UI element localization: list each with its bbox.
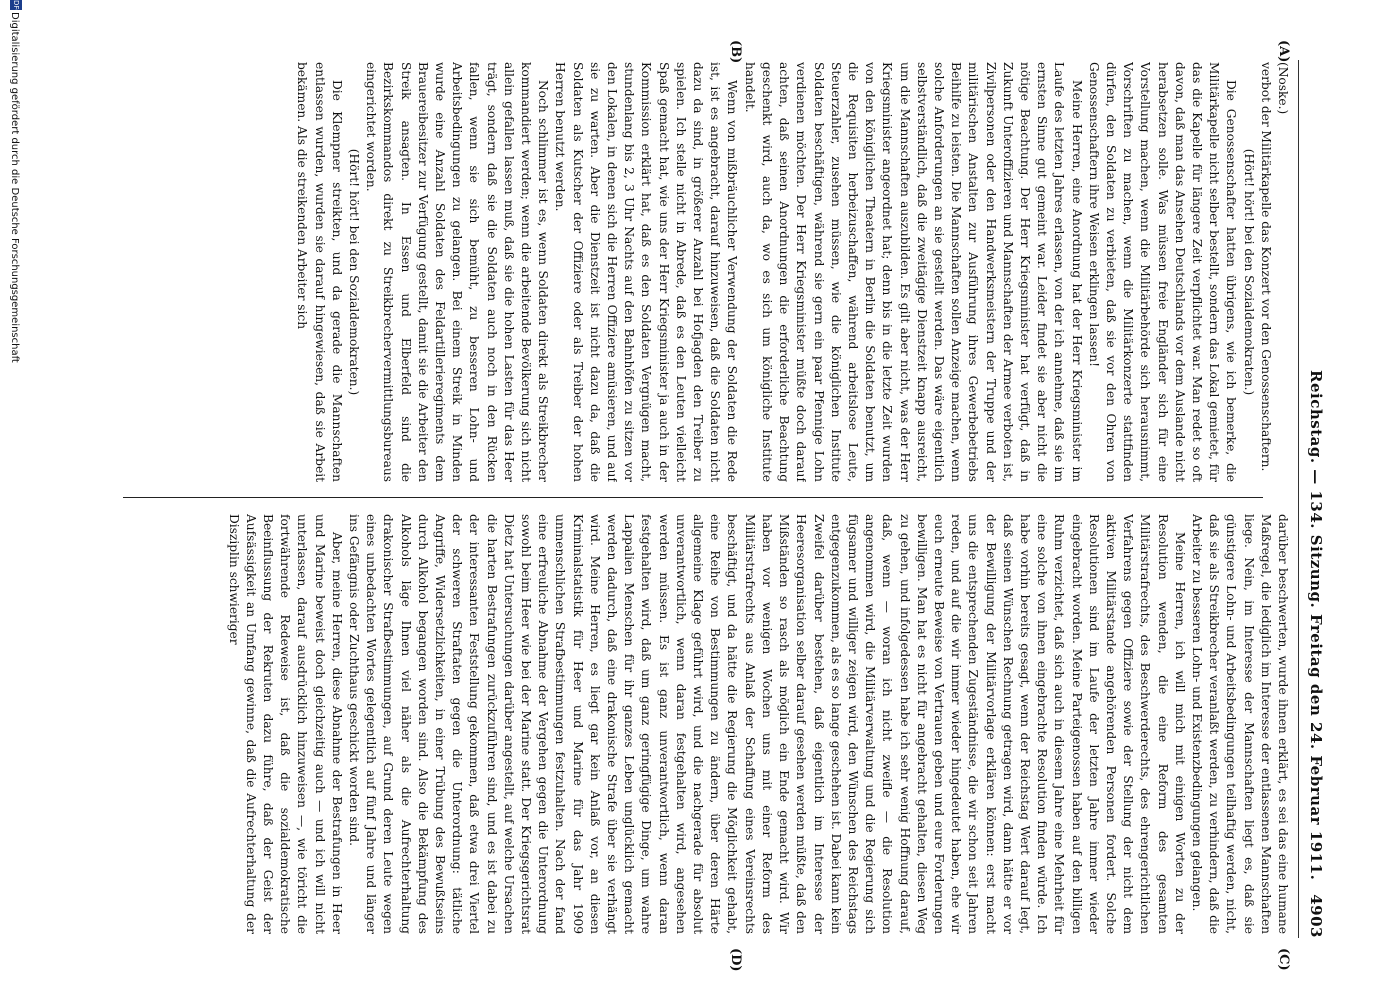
- paragraph: Die Klempner streikten, und da gerade die Mannschaften entlassen wurden, wurden sie darauf hingewiesen, daß sie Arbeit bekämen. Als die streikenden Arbeiter sich: [295, 62, 344, 482]
- paragraph: Noch schlimmer ist es, wenn Soldaten direkt als Streikbrecher kommandiert werden; wenn die arbeitende Bevölkerung sich nicht allein gefallen lassen muß, daß sie die hohen Lasten für das Heer trägt, sondern daß sie die Soldaten auch noch in den Rücken fallen, wenn sie sich bemüht, zu besseren Lohn- und Arbeitsbedingungen zu gelangen. Bei einem Streik in Minden wurde eine Anzahl Soldaten des Feldartillerieregiments dem Brauereibesitzer zur Verfügung gestellt, damit sie die Arbeiter den Streik ansagten. In Essen und Elberfeld sind die Bezirkskommandos direkt zu Streikbrechervermittlungsbureaus eingerichtet worden.: [364, 62, 551, 482]
- paragraph: (Noske.): [1276, 62, 1290, 115]
- paragraph: Meine Herren, ich will mich mit einigen Worten zu der Resolution wenden, die eine Reform des gesamten Militärstrafrechts, des Beschwerderechts, des ehrengerichtlichen Verfahrens gegen Offiziere sowie der Stellung der nicht dem aktiven Militärstande angehörenden Personen fordert. Solche Resolutionen sind im Laufe der letzten Jahre immer wieder eingebracht worden. Meine Parteigenossen haben auf den billigen Ruhm verzichtet, daß sich auch in diesem Jahre eine Mehrheit für eine solche von ihnen eingebrachte Resolution finden würde. Ich habe vorhin bereits gesagt, wenn der Reichstag Wert darauf legt, daß seinen Wünschen Rechnung getragen wird, dann hätte er vor der Bewilligung der Militärvorlage erklären können: erst macht uns die entsprechenden Zugeständnisse, die wir schon seit Jahren reden, und auf die wir immer wieder hingedeutet haben, ehe wir euch erneute Beweise von Vertrauen geben und eure Forderungen bewilligen. Man hat es nicht für angebracht gehalten, diesen Weg zu gehen, und infolgedessen habe ich sehr wenig Hoffnung darauf, daß, wenn — woran ich nicht zweifle — die Resolution angenommen wird, die Militärverwaltung und die Regierung sich fügsamer und williger zeigen wird, den Wünschen des Reichstags entgegenzukommen, als es so lange geschehen ist. Dabei kann kein Zweifel darüber bestehen, daß eigentlich im Interesse der Heeresorganisation selber darauf gesehen werden müßte, daß den Mißständen so rasch als möglich ein Ende gemacht wird. Wir haben vor wenigen Wochen uns mit einer Reform des Militärstrafrechts aus Anlaß der Schaffung eines Vereinsrechts beschäftigt, und da hätte die Regierung die Möglichkeit gehabt, eine Reihe von Bestimmungen zu ändern, über deren Härte allgemeine Klage geführt wird, und die nachgerade für absolut unverantwortlich, wenn daran festgehalten wird, angesehen werden müssen. Es ist ganz unverantwortlich, wenn daran festgehalten wird, daß um ganz geringfügige Dinge, um wahre Lappalien Menschen für ihr ganzes Leben unglücklich gemacht werden dadurch, daß eine drakonische Strafe über sie verhängt wird. Meine Herren, es liegt gar kein Anlaß vor, an diesen Kriminalstatistik für Heer und Marine für das Jahr 1909 unmenschlichen Strafbestimmungen festzuhalten. Nach der fand eine erfreuliche Abnahme der Vergehen gegen die Unterordnung sowohl beim Heer wie bei der Marine statt. Der Kriegsgerichtsrat Dietz hat Untersuchungen darüber angestellt, auf welche Ursachen die harten Bestrafungen zurückzuführen sind, und es ist dabei zu der interessanten Feststellung gekommen, daß etwa drei Viertel der schweren Straftaten gegen die Unterordnung: tätliche Angriffe, Widersetzlichkeiten, in einer Trübung des Bewußtseins durch Alkohol begangen worden sind. Also die Bekämpfung des Alkohols läge Ihnen viel näher als die Aufrechterhaltung drakonischer Strafbestimmungen, auf Grund deren Leute wegen eines unbedachten Wortes gelegentlich auf fünf Jahre und länger ins Gefängnis oder Zuchthaus geschickt worden sind.: [347, 514, 1187, 934]
- dfg-logo: DFG: [12, 0, 20, 15]
- margin-mark-a: (A): [1276, 40, 1291, 63]
- paragraph: Die Genossenschafter hatten übrigens, wie ich bemerke, die Militärkapelle nicht selber bestellt, sondern das Lokal gemietet, für das die Kapelle für längere Zeit verpflichtet war. Man redet so oft davon, daß man das Ansehen Deutschlands vor dem Auslande nicht herabsetzen solle. Was müssen freie Engländer sich für eine Vorstellung machen, wenn die Militärbehörde sich herausnimmt, Vorschriften zu machen, wenn die Militärkonzerte stattfinden dürfen, den Soldaten zu verbieten, daß sie vor den Ohren von Genossenschaftern ihre Weisen erklingen lassen!: [1086, 62, 1239, 482]
- header-rule: [1298, 60, 1299, 938]
- column-divider: [123, 497, 1263, 498]
- digitization-footer: [0, 0, 32, 1000]
- margin-mark-d: (D): [728, 948, 743, 972]
- paragraph: darüber beschwerten, wurde ihnen erklärt, es sei das eine humane Maßregel, die lediglich im Interesse der entlassenen Mannschaften liege. Nein, im Interesse der Mannschaften liegt es, daß sie günstigere Lohn- und Arbeitsbedingungen teilhaftig werden, nicht, daß sie als Streikbrecher veranlaßt werden, zu verhindern, daß die Arbeiter zu besseren Lohn- und Existenzbedingungen gelangen.: [1189, 514, 1290, 934]
- margin-mark-b: (B): [728, 40, 743, 64]
- left-text-column: [111, 62, 1291, 482]
- paragraph: Aber, meine Herren, diese Abnahme der Bestrafungen in Heer und Marine beweist doch gleichzeitig auch — und ich will nicht unterlassen, darauf ausdrücklich hinzuweisen —, wie töricht die fortwährende Redeweise ist, daß die sozialdemokratische Beeinflussung der Rekruten dazu führe, daß der Geist der Aufsässigkeit an Umfang gewinne, daß die Aufrechterhaltung der Disziplin schwieriger: [226, 514, 344, 934]
- paragraph: (Hört! hört! bei den Sozialdemokraten.): [1241, 148, 1256, 396]
- paragraph: Wenn von mißbräuchlicher Verwendung der Soldaten die Rede ist, ist es angebracht, darauf hinzuweisen, daß die Soldaten nicht dazu da sind, in größerer Anzahl bei Hofjagden den Treiber zu spielen. Ich stelle nicht in Abrede, daß es den Leuten vielleicht Spaß gemacht hat, wie uns der Herr Kriegsminister ja auch in der Kommission erklärt hat, daß es den Soldaten Vergnügen macht, stundenlang bis 2, 3 Uhr Nachts auf den Bahnhöfen zu sitzen vor den Lokalen, in denen sich die Herren Offiziere amüsieren, und auf sie zu warten. Aber die Dienstzeit ist nicht dazu da, daß die Soldaten als Kutscher der Offiziere oder als Treiber der hohen Herren benutzt werden.: [553, 62, 740, 482]
- page-number: 4903: [1307, 894, 1325, 938]
- margin-mark-c: (C): [1276, 948, 1291, 971]
- running-title: Reichstag. — 134. Sitzung. Freitag den 24. Februar 1911.: [1307, 370, 1325, 881]
- digitization-note: Digitalisierung gefördert durch die Deutsche Forschungsgemeinschaft: [9, 12, 20, 363]
- paragraph: verbot der Militärkapelle das Konzert vor den Genossenschaftern.: [1258, 62, 1273, 472]
- paragraph: Meine Herren, eine Anordnung hat der Herr Kriegsminister im Laufe des letzten Jahres erlassen, von der ich annehme, daß sie im ernsten Sinne gut gemeint war. Leider findet sie aber nicht die nötige Beachtung. Der Herr Kriegsminister hat verfügt, daß in Zukunft Unteroffizieren und Mannschaften der Armee verboten ist, Zivilpersonen oder den Handwerksmeistern der Truppe und der militärischen Anstalten zur Ausführung ihres Gewerbebetriebs Beihilfe zu leisten. Die Mannschaften sollen Anzeige machen, wenn solche Anforderungen an sie gestellt werden. Das wäre eigentlich selbstverständlich, daß die zweitägige Dienstzeit knapp ausreicht, um die Mannschaften auszubilden. Es gilt aber nicht, was der Herr Kriegsminister angeordnet hat; denn bis in die letzte Zeit wurden von den königlichen Theatern in Berlin die Soldaten benutzt, um die Requisiten herbeizuschaffen, während arbeitslose Leute, Steuerzahler, zusehen müssen, wie die königlichen Institute Soldaten beschäftigen, während sie gern ein paar Pfennige Lohn verdienen möchten. Der Herr Kriegsminister müßte doch darauf achten, daß seinen Anordnungen die erforderliche Beachtung geschenkt wird, auch da, wo es sich um königliche Institute handelt.: [742, 62, 1084, 482]
- page-header: [1301, 60, 1325, 938]
- paragraph: (Hört! hört! bei den Sozialdemokraten.): [347, 148, 362, 396]
- right-text-column: [111, 514, 1291, 934]
